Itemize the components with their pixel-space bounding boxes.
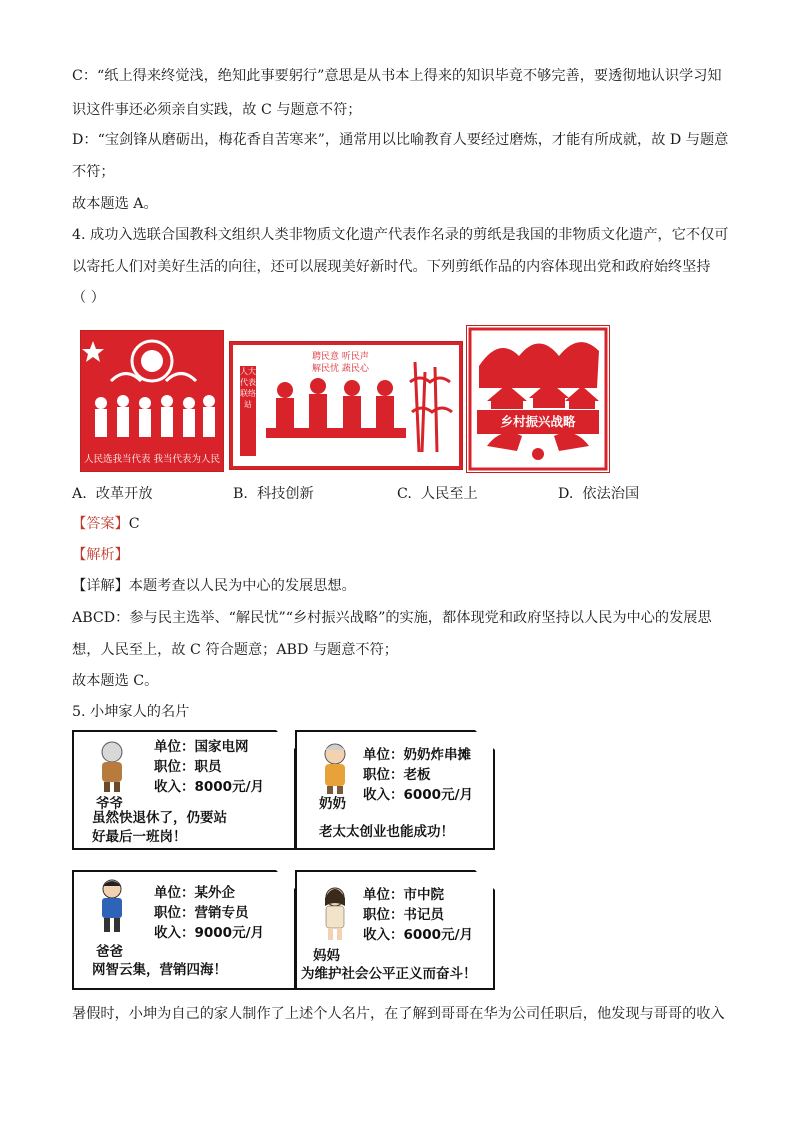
card-post: 职位：老板 [363,767,431,783]
card-slogan-line1: 网智云集，营销四海！ [92,962,227,978]
business-card-dad [72,870,296,990]
card-income: 收入：6000元/月 [363,927,474,943]
para-c-line2: 识这件事还必须亲自实践，故 C 与题意不符； [72,102,362,118]
detail-line: 【详解】本题考查以人民为中心的发展思想。 [72,578,356,594]
paper-cut-image-2 [229,341,463,470]
answer-value: C [128,516,140,532]
card-slogan-line1: 老太太创业也能成功！ [319,824,454,840]
paper-cut-image-3 [466,325,610,473]
paper-cut-2-line1: 聘民意 听民声 [312,352,369,362]
paper-cut-3-banner: 乡村振兴战略 [477,410,599,434]
card-relation: 奶奶 [319,796,346,812]
card-relation: 妈妈 [313,948,340,964]
explain-line2: 想，人民至上，故 C 符合题意；ABD 与题意不符； [72,642,398,658]
grandpa-avatar-icon [92,740,132,792]
business-card-grandpa [72,730,296,850]
card-unit: 单位：某外企 [154,885,235,901]
option-b: B. 科技创新 [233,486,314,502]
card-slogan-line1: 虽然快退休了，仍要站 [92,810,227,826]
para-d-line2: 不符； [72,164,115,180]
card-income: 收入：6000元/月 [363,787,474,803]
card-slogan-line2: 好最后一班岗！ [92,829,187,845]
card-unit: 单位：市中院 [363,887,444,903]
business-card-grandma [295,730,495,850]
q4-stem-line1: 4. 成功入选联合国教科文组织人类非物质文化遗产代表作名录的剪纸是我国的非物质文化遗产，它不仅可 [72,227,729,243]
card-slogan-line1: 为维护社会公平正义而奋斗！ [301,966,477,982]
paper-cut-emblem-icon [81,331,223,471]
dad-avatar-icon [92,878,132,934]
card-income: 收入：9000元/月 [154,925,265,941]
card-post: 职位：营销专员 [154,905,249,921]
para-c-line1: C：“纸上得来终觉浅，绝知此事要躬行”意思是从书本上得来的知识毕竟不够完善，要透彻地认识学习知 [72,68,722,84]
paper-cut-2-side-label: 人大代表联络站 [240,366,256,456]
card-income: 收入：8000元/月 [154,779,265,795]
answer-line [72,514,732,534]
q5-trailing-text: 暑假时，小坤为自己的家人制作了上述个人名片，在了解到哥哥在华为公司任职后，他发现与哥哥的收入 [72,1006,725,1022]
card-relation: 爷爷 [96,796,123,812]
paper-cut-1-caption: 人民选我当代表 我当代表为人民 [83,454,221,465]
conclusion-q3: 故本题选 A。 [72,196,158,212]
q4-stem-line3: （ ） [72,290,105,306]
mom-avatar-icon [315,886,355,942]
card-post: 职位：书记员 [363,907,444,923]
analysis-tag: 【解析】 [72,547,129,563]
paper-cut-2-line2: 解民忧 蔬民心 [312,364,369,374]
option-d: D. 依法治国 [558,486,640,502]
option-c: C. 人民至上 [397,486,478,502]
explain-line1: ABCD：参与民主选举、“解民忧”“乡村振兴战略”的实施，都体现党和政府坚持以人民为中心的发展思 [72,610,712,626]
q5-stem: 5. 小坤家人的名片 [72,704,190,720]
card-post: 职位：职员 [154,759,222,775]
answer-tag: 【答案】 [72,516,129,532]
conclusion-q4: 故本题选 C。 [72,673,159,689]
paper-cut-village-icon [467,326,609,472]
business-card-mom [295,870,495,990]
card-unit: 单位：国家电网 [154,739,249,755]
card-relation: 爸爸 [96,944,123,960]
grandma-avatar-icon [315,742,355,794]
option-a: A. 改革开放 [72,486,153,502]
card-unit: 单位：奶奶炸串摊 [363,747,471,763]
paper-cut-image-1 [80,330,224,472]
para-d-line1: D：“宝剑锋从磨砺出，梅花香自苦寒来”，通常用以比喻教育人要经过磨炼，才能有所成就，故 D 与题意 [72,132,729,148]
q4-stem-line2: 以寄托人们对美好生活的向往，还可以展现美好新时代。下列剪纸作品的内容体现出党和政府始终坚持 [72,259,711,275]
